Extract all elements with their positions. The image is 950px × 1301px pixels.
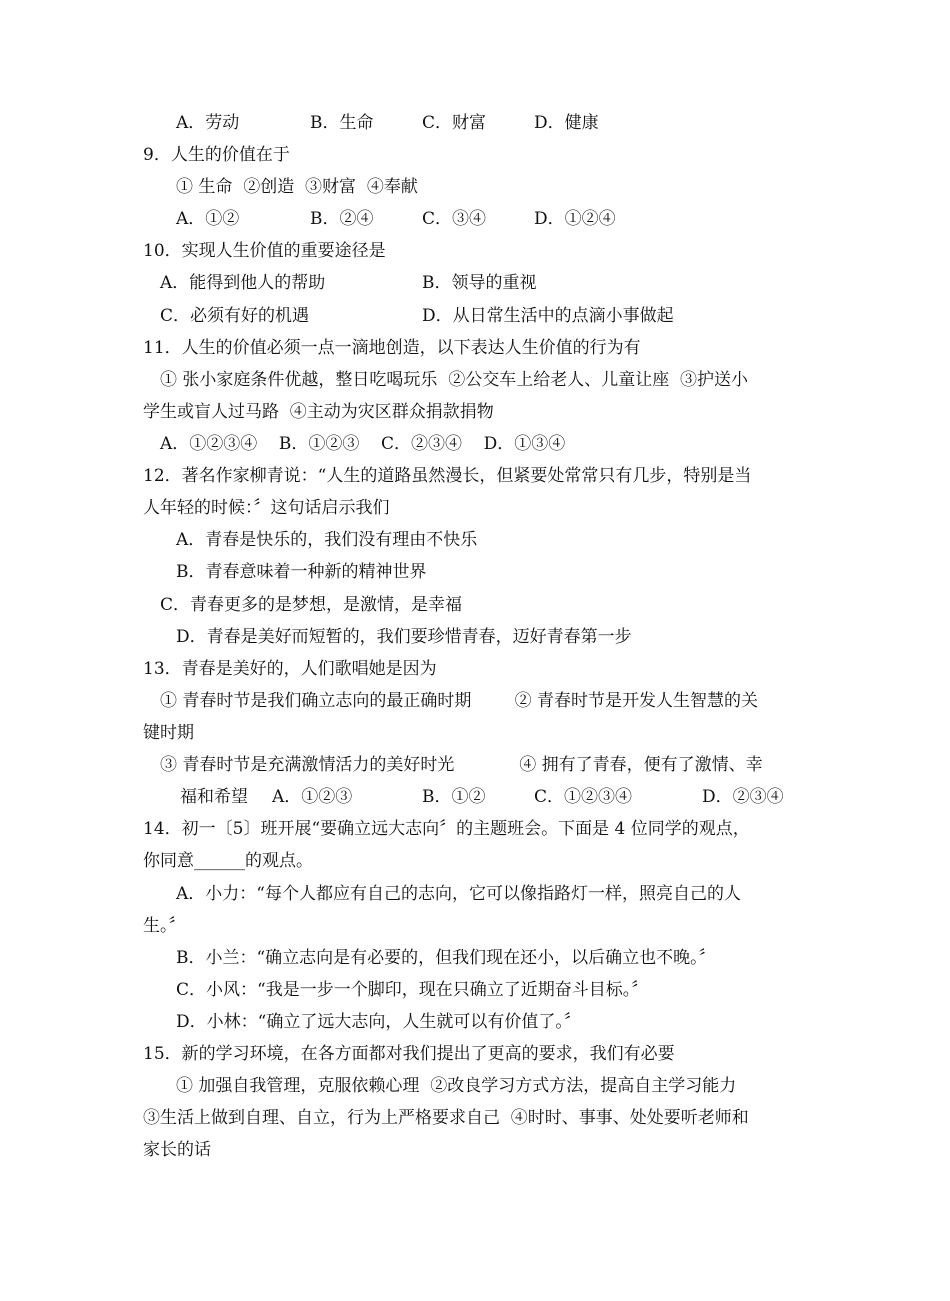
q13-option-a: A．①②③	[272, 787, 353, 807]
q12-option-a: A．青春是快乐的，我们没有理由不快乐	[176, 530, 478, 550]
q11-choices-line2: 学生或盲人过马路 ④主动为灾区群众捐款捐物	[143, 402, 494, 422]
q10-option-b: B．领导的重视	[422, 273, 537, 293]
q9-option-a: A．①②	[176, 209, 240, 229]
q12-stem-line2: 人年轻的时候：〞这句话启示我们	[143, 498, 390, 518]
q13-choices-line2: 键时期	[143, 723, 194, 743]
q9-stem: 9．人生的价值在于	[143, 145, 290, 165]
q12-stem-line1: 12．著名作家柳青说：“人生的道路虽然漫长，但紧要处常常只有几步，特别是当	[143, 466, 752, 486]
q11-stem: 11．人生的价值必须一点一滴地创造，以下表达人生价值的行为有	[143, 338, 641, 358]
q13-choices-line1: ① 青春时节是我们确立志向的最正确时期 ② 青春时节是开发人生智慧的关	[160, 691, 759, 711]
q9-option-c: C．③④	[422, 209, 487, 229]
q10-option-d: D．从日常生活中的点滴小事做起	[422, 306, 674, 326]
q8-option-d: D．健康	[534, 113, 599, 133]
q8-option-a: A．劳动	[176, 113, 240, 133]
q9-option-b: B．②④	[310, 209, 374, 229]
q11-options: A．①②③④ B．①②③ C．②③④ D．①③④	[160, 434, 566, 454]
q14-option-a-line2: 生。〞	[143, 916, 186, 936]
q13-choices-line4: 福和希望	[180, 787, 248, 807]
q14-stem-line1: 14．初一〔5〕班开展“要确立远大志向〞的主题班会。下面是 4 位同学的观点，	[143, 819, 750, 839]
q8-option-c: C．财富	[422, 113, 487, 133]
q15-choices-line2: ③生活上做到自理、自立，行为上严格要求自己 ④时时、事事、处处要听老师和	[143, 1108, 749, 1128]
q8-option-b: B．生命	[310, 113, 374, 133]
q11-choices-line1: ① 张小家庭条件优越，整日吃喝玩乐 ②公交车上给老人、儿童让座 ③护送小	[160, 370, 749, 390]
q14-option-b: B．小兰：“确立志向是有必要的，但我们现在还小，以后确立也不晚。〞	[176, 948, 716, 968]
q14-option-a-line1: A．小力：“每个人都应有自己的志向，它可以像指路灯一样，照亮自己的人	[176, 884, 741, 904]
q9-option-d: D．①②④	[534, 209, 616, 229]
q13-stem: 13．青春是美好的，人们歌唱她是因为	[143, 659, 437, 679]
q14-stem-line2: 你同意______的观点。	[143, 851, 313, 871]
q13-option-d: D．②③④	[702, 787, 784, 807]
q15-stem: 15．新的学习环境，在各方面都对我们提出了更高的要求，我们有必要	[143, 1044, 675, 1064]
q10-stem: 10．实现人生价值的重要途径是	[143, 241, 386, 261]
q15-choices-line3: 家长的话	[143, 1140, 211, 1160]
q10-option-a: A．能得到他人的帮助	[160, 273, 326, 293]
q13-option-b: B．①②	[422, 787, 486, 807]
q13-option-c: C．①②③④	[534, 787, 633, 807]
q14-option-d: D．小林：“确立了远大志向，人生就可以有价值了。〞	[176, 1012, 581, 1032]
q14-option-c: C．小风：“我是一步一个脚印，现在只确立了近期奋斗目标。〞	[176, 980, 649, 1000]
q10-option-c: C．必须有好的机遇	[160, 306, 310, 326]
q13-choices-line3: ③ 青春时节是充满激情活力的美好时光 ④ 拥有了青春，便有了激情、幸	[160, 755, 763, 775]
q12-option-b: B．青春意味着一种新的精神世界	[176, 562, 427, 582]
q12-option-c: C．青春更多的是梦想，是激情，是幸福	[160, 595, 463, 615]
q9-choices: ① 生命 ②创造 ③财富 ④奉献	[176, 177, 418, 197]
q12-option-d: D．青春是美好而短暂的，我们要珍惜青春，迈好青春第一步	[176, 627, 632, 647]
q15-choices-line1: ① 加强自我管理，克服依赖心理 ②改良学习方式方法，提高自主学习能力	[176, 1076, 737, 1096]
